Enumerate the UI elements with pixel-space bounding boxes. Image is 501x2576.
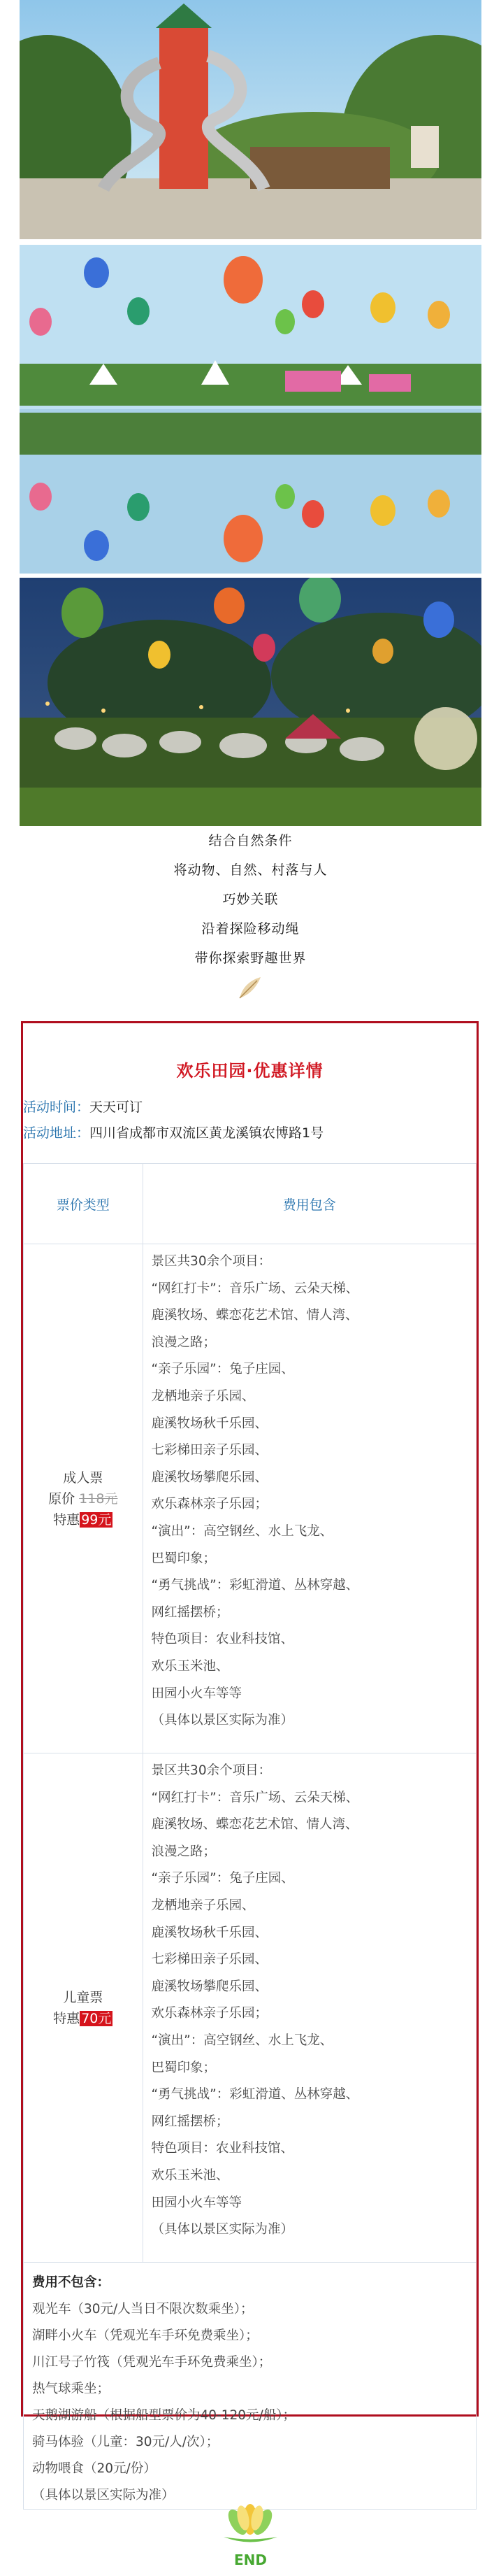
list-item: 鹿溪牧场秋千乐园、 bbox=[151, 1416, 268, 1431]
special-price-label: 特惠 bbox=[53, 1511, 80, 1528]
list-item: 鹿溪牧场攀爬乐园、 bbox=[151, 1979, 268, 1994]
intro-line: 巧妙关联 bbox=[222, 892, 279, 907]
list-item: 龙栖地亲子乐园、 bbox=[151, 1388, 255, 1404]
special-price-value: 70元 bbox=[81, 2010, 112, 2026]
ticket-type-cell bbox=[24, 1244, 143, 1753]
fee-includes-cell bbox=[143, 1244, 476, 1753]
ticket-type-cell bbox=[24, 1753, 143, 2263]
activity-time-label: 活动时间： bbox=[23, 1100, 90, 1115]
activity-address-label: 活动地址： bbox=[23, 1125, 90, 1141]
list-item: 龙栖地亲子乐园、 bbox=[151, 1898, 255, 1913]
activity-time-value: 天天可订 bbox=[89, 1100, 143, 1115]
activity-time bbox=[23, 1097, 143, 1116]
table-row bbox=[24, 1244, 477, 1753]
list-item: “亲子乐园”：兔子庄园、 bbox=[151, 1362, 294, 1377]
activity-address-value: 四川省成都市双流区黄龙溪镇农博路1号 bbox=[89, 1125, 324, 1141]
list-item: 欢乐玉米池、 bbox=[151, 2168, 229, 2183]
intro-line: 带你探索野趣世界 bbox=[194, 951, 307, 966]
list-item: 七彩梯田亲子乐园、 bbox=[151, 1952, 268, 1967]
list-item: 网红摇摆桥； bbox=[151, 1604, 229, 1620]
special-price bbox=[24, 1509, 142, 1530]
offer-title: 欢乐田园·优惠详情 bbox=[176, 1061, 324, 1081]
list-item: 七彩梯田亲子乐园、 bbox=[151, 1443, 268, 1458]
list-item: （具体以景区实际为准） bbox=[151, 2222, 294, 2237]
intro-line: 结合自然条件 bbox=[208, 833, 293, 848]
list-item: 田园小火车等等 bbox=[151, 2195, 242, 2210]
list-item: 景区共30余个项目： bbox=[151, 1254, 272, 1269]
photo-balloons-reflection bbox=[20, 245, 481, 574]
special-price-value: 99元 bbox=[81, 1511, 112, 1528]
list-item: （具体以景区实际为准） bbox=[32, 2488, 175, 2503]
list-item: “演出”：高空钢丝、水上飞龙、 bbox=[151, 1523, 333, 1539]
list-item: “勇气挑战”：彩虹滑道、丛林穿越、 bbox=[151, 1578, 359, 1593]
header-ticket-type: 票价类型 bbox=[24, 1164, 143, 1244]
list-item: 特色项目：农业科技馆、 bbox=[151, 2141, 294, 2156]
header-fee-includes: 费用包含 bbox=[143, 1164, 476, 1244]
list-item: 欢乐森林亲子乐园； bbox=[151, 1497, 268, 1512]
list-item: 湖畔小火车（凭观光车手环免费乘坐）； bbox=[32, 2328, 259, 2343]
list-item: 景区共30余个项目： bbox=[151, 1763, 272, 1778]
list-item: 鹿溪牧场秋千乐园、 bbox=[151, 1925, 268, 1940]
list-item: 动物喂食（20元/份） bbox=[32, 2461, 157, 2476]
list-item: 巴蜀印象； bbox=[151, 1551, 217, 1566]
excluded-fees-cell bbox=[24, 2263, 477, 2510]
list-item: 鹿溪牧场攀爬乐园、 bbox=[151, 1470, 268, 1485]
intro-line: 将动物、自然、村落与人 bbox=[173, 862, 328, 878]
list-item: “勇气挑战”：彩虹滑道、丛林穿越、 bbox=[151, 2087, 359, 2102]
list-item: （具体以景区实际为准） bbox=[151, 1713, 294, 1728]
list-item: 浪漫之路； bbox=[151, 1844, 217, 1859]
list-item: 田园小火车等等 bbox=[151, 1686, 242, 1701]
list-item: “亲子乐园”：兔子庄园、 bbox=[151, 1871, 294, 1886]
list-item: 热气球乘坐； bbox=[32, 2382, 110, 2396]
list-item: 浪漫之路； bbox=[151, 1335, 217, 1350]
table-header-row bbox=[24, 1164, 477, 1244]
list-item: 天鹅湖游船（根据船型票价为40-120元/船）； bbox=[32, 2408, 296, 2423]
original-price bbox=[24, 1488, 142, 1509]
list-item: “网红打卡”：音乐广场、云朵天梯、 bbox=[151, 1281, 359, 1296]
end-flower-icon bbox=[217, 2498, 284, 2547]
original-price-label: 原价 bbox=[48, 1490, 75, 1507]
ticket-name: 儿童票 bbox=[63, 1989, 103, 2005]
end-label: END bbox=[233, 2552, 267, 2568]
excluded-fees-row bbox=[24, 2263, 477, 2510]
list-item: 欢乐玉米池、 bbox=[151, 1658, 229, 1674]
list-item: 鹿溪牧场、蝶恋花艺术馆、情人湾、 bbox=[151, 1817, 358, 1833]
table-row bbox=[24, 1753, 477, 2263]
ticket-name: 成人票 bbox=[63, 1470, 103, 1486]
special-price bbox=[24, 2008, 142, 2029]
list-item: 观光车（30元/人当日不限次数乘坐）； bbox=[32, 2302, 254, 2317]
list-item: 巴蜀印象； bbox=[151, 2060, 217, 2075]
list-item: 鹿溪牧场、蝶恋花艺术馆、情人湾、 bbox=[151, 1308, 358, 1323]
list-item: 川江号子竹筏（凭观光车手环免费乘坐）； bbox=[32, 2355, 272, 2370]
excluded-fees-title: 费用不包含： bbox=[32, 2275, 110, 2290]
list-item: “网红打卡”：音乐广场、云朵天梯、 bbox=[151, 1790, 359, 1805]
list-item: 网红摇摆桥； bbox=[151, 2114, 229, 2129]
list-item: 欢乐森林亲子乐园； bbox=[151, 2006, 268, 2021]
leaf-divider-icon bbox=[236, 974, 264, 1004]
offer-details-panel bbox=[21, 1021, 479, 2503]
activity-address bbox=[23, 1123, 324, 1141]
fee-includes-cell bbox=[143, 1753, 476, 2263]
intro-line: 沿着探险移动绳 bbox=[201, 921, 300, 937]
list-item: 特色项目：农业科技馆、 bbox=[151, 1632, 294, 1647]
list-item: “演出”：高空钢丝、水上飞龙、 bbox=[151, 2033, 333, 2048]
special-price-label: 特惠 bbox=[53, 2010, 80, 2026]
ticket-price-table bbox=[23, 1163, 477, 2510]
end-badge bbox=[217, 2498, 284, 2568]
original-price-value: 118元 bbox=[79, 1490, 118, 1507]
photo-night-tents bbox=[20, 578, 481, 826]
list-item: 骑马体验（儿童：30元/人/次）； bbox=[32, 2435, 219, 2449]
photo-slide-tower bbox=[20, 0, 481, 239]
